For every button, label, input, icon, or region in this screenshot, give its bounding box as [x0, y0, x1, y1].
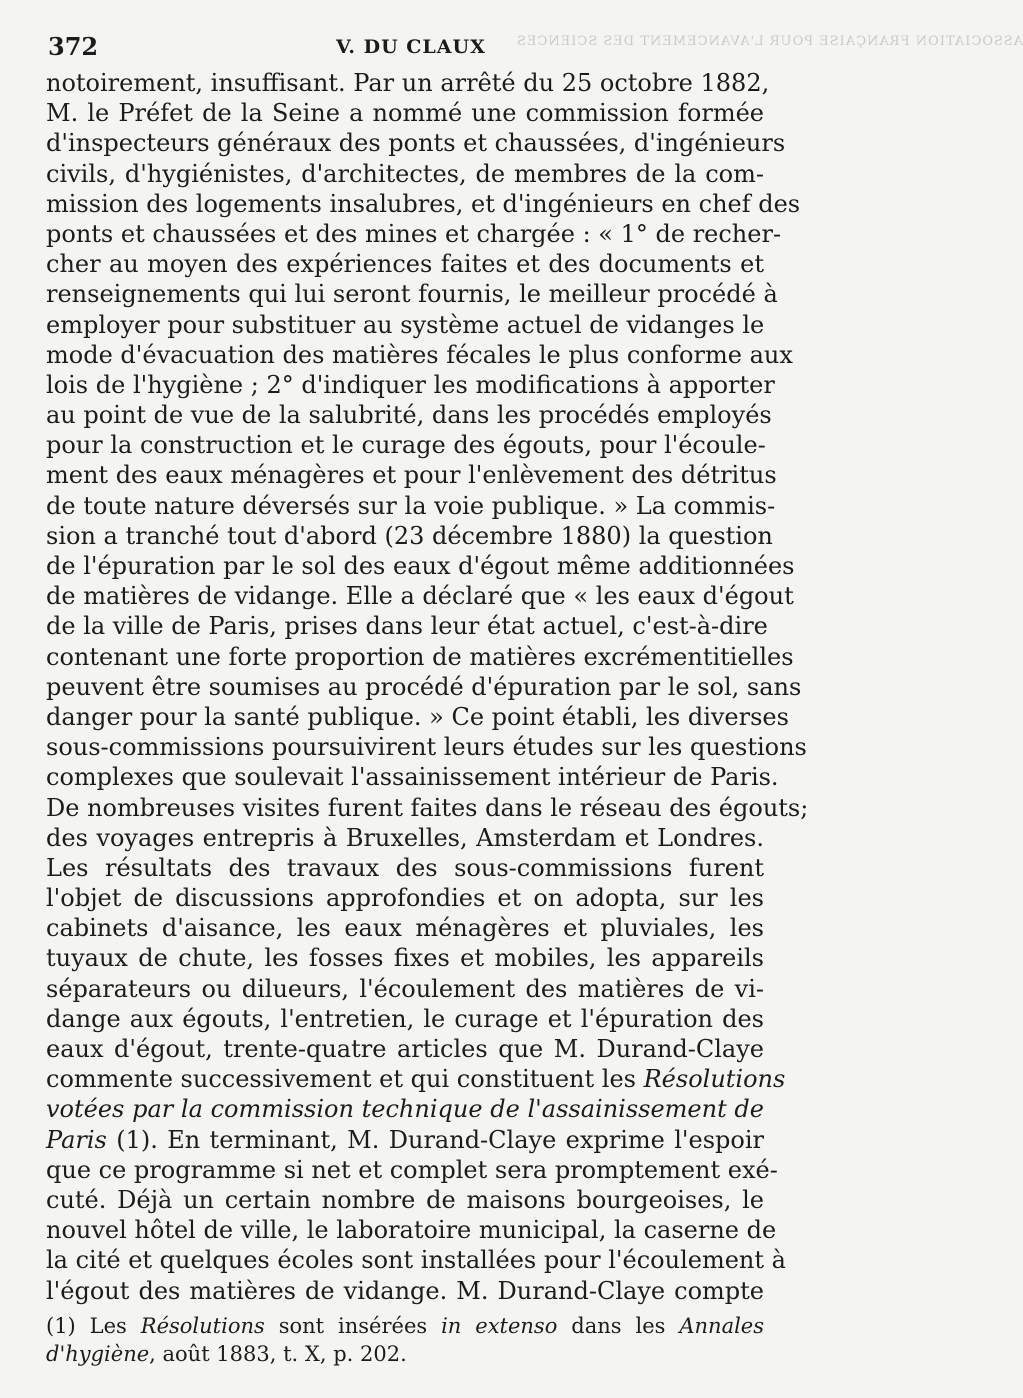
text-segment: (1). En terminant, M. Durand-Claye exprime l'espoir	[106, 1125, 764, 1154]
text-line	[46, 1004, 764, 1034]
text-segment: (1) Les	[46, 1313, 141, 1338]
text-line	[46, 189, 801, 219]
text-line	[46, 68, 770, 98]
text-segment: renseignements qui lui seront fournis, le meilleur procédé à	[46, 280, 778, 309]
page-number: 372	[48, 32, 99, 61]
text-segment: notoirement, insuffisant. Par un arrêté du 25 octobre 1882,	[46, 69, 770, 97]
text-segment: cher au moyen des expériences faites et des documents et	[46, 250, 764, 279]
text-line	[46, 491, 776, 521]
text-segment: eaux d'égout, trente-quatre articles que M. Durand-Claye	[46, 1035, 764, 1063]
text-line	[46, 1215, 777, 1245]
text-segment: l'égout des matières de vidange. M. Durand-Claye compte	[46, 1276, 764, 1305]
text-segment: commente successivement et qui constituent les	[46, 1065, 644, 1094]
text-line	[46, 1155, 778, 1185]
text-segment: que ce programme si net et complet sera promptement exé-	[46, 1155, 778, 1184]
text-line	[46, 1064, 786, 1094]
text-segment: employer pour substituer au système actuel de vidanges le	[46, 310, 765, 339]
text-segment: contenant une forte proportion de matières excrémentitielles	[46, 642, 794, 671]
text-line	[46, 1125, 764, 1155]
body-text	[46, 68, 809, 1306]
text-segment: au point de vue de la salubrité, dans les procédés employés	[46, 401, 772, 430]
text-line	[46, 793, 809, 823]
italic-text: in extenso	[441, 1313, 558, 1338]
text-line	[46, 883, 764, 913]
italic-text: Paris	[46, 1125, 107, 1154]
text-segment: cabinets d'aisance, les eaux ménagères et pluviales, les	[46, 914, 764, 943]
text-segment: pour la construction et le curage des égouts, pour l'écoule-	[46, 431, 766, 460]
text-segment: de la ville de Paris, prises dans leur état actuel, c'est-à-dire	[46, 612, 768, 641]
bleed-through-text: ASSOCIATION FRANÇAISE POUR L'AVANCEMENT DES SCIENCES	[516, 34, 1023, 49]
text-segment: ment des eaux ménagères et pour l'enlèvement des détritus	[46, 461, 777, 490]
italic-text: d'hygiène	[46, 1341, 150, 1366]
text-line	[46, 98, 764, 128]
text-segment: dans les	[557, 1313, 680, 1338]
text-segment: M. le Préfet de la Seine a nommé une commission formée	[46, 99, 764, 128]
text-segment: tuyaux de chute, les fosses fixes et mobiles, les appareils	[46, 944, 764, 973]
text-segment: lois de l'hygiène ; 2° d'indiquer les modifications à apporter	[46, 370, 775, 399]
text-line	[46, 943, 764, 973]
text-segment: ponts et chaussées et des mines et chargée : « 1° de recher-	[46, 219, 782, 248]
text-segment: civils, d'hygiénistes, d'architectes, de membres de la com-	[46, 159, 764, 188]
text-line	[46, 642, 794, 672]
text-segment: la cité et quelques écoles sont installées pour l'écoulement à	[46, 1246, 786, 1275]
text-segment: des voyages entrepris à Bruxelles, Amsterdam et Londres.	[46, 823, 764, 852]
text-segment: de matières de vidange. Elle a déclaré que « les eaux d'égout	[46, 582, 794, 611]
text-segment: danger pour la santé publique. » Ce point établi, les diverses	[46, 702, 789, 731]
text-line	[46, 340, 793, 370]
text-segment: cuté. Déjà un certain nombre de maisons bourgeoises, le	[46, 1185, 764, 1214]
text-line	[46, 460, 777, 490]
text-segment: mission des logements insalubres, et d'ingénieurs en chef des	[46, 189, 801, 218]
page-header	[46, 28, 1023, 68]
text-segment: l'objet de discussions approfondies et on adopta, sur les	[46, 884, 764, 913]
italic-text: votées par la commission technique de l'assainissement de	[46, 1095, 764, 1124]
text-line	[46, 732, 807, 762]
text-line	[46, 702, 789, 732]
text-segment: Les résultats des travaux des sous-commissions furent	[46, 853, 764, 882]
text-segment: séparateurs ou dilueurs, l'écoulement des matières de vi-	[46, 974, 764, 1003]
text-segment: dange aux égouts, l'entretien, le curage et l'épuration des	[46, 1004, 764, 1033]
text-line	[46, 1245, 786, 1275]
text-segment: De nombreuses visites furent faites dans le réseau des égouts;	[46, 793, 809, 822]
text-segment: , août 1883, t. X, p. 202.	[149, 1341, 407, 1366]
text-line	[46, 249, 764, 279]
italic-text: Annales	[679, 1313, 765, 1338]
text-segment: de l'épuration par le sol des eaux d'égout même additionnées	[46, 552, 795, 580]
text-segment: de toute nature déversés sur la voie publique. » La commis-	[46, 491, 776, 520]
text-line	[46, 400, 772, 430]
text-line	[46, 1185, 764, 1215]
text-segment: sous-commissions poursuivirent leurs études sur les questions	[46, 733, 807, 762]
text-line	[46, 310, 764, 340]
text-line	[46, 128, 786, 158]
text-segment: nouvel hôtel de ville, le laboratoire municipal, la caserne de	[46, 1216, 777, 1245]
italic-text: Résolutions	[140, 1313, 265, 1338]
text-line	[46, 974, 764, 1004]
italic-text: Résolutions	[643, 1065, 786, 1094]
text-line	[46, 913, 764, 943]
text-segment: sont insérées	[264, 1313, 442, 1338]
text-line	[46, 219, 782, 249]
text-line	[46, 370, 775, 400]
text-line	[46, 1094, 764, 1124]
text-line	[46, 762, 779, 792]
text-line	[46, 279, 778, 309]
text-line	[46, 521, 773, 551]
text-line	[46, 430, 764, 460]
footnote	[46, 1312, 764, 1368]
text-line	[46, 611, 768, 641]
text-segment: sion a tranché tout d'abord (23 décembre 1880) la question	[46, 521, 773, 550]
footnote-line	[46, 1312, 764, 1340]
text-segment: d'inspecteurs généraux des ponts et chaussées, d'ingénieurs	[46, 129, 786, 158]
text-line	[46, 159, 764, 189]
text-line	[46, 853, 764, 883]
text-line	[46, 672, 802, 702]
text-line	[46, 823, 764, 853]
footnote-line	[46, 1340, 764, 1368]
text-line	[46, 581, 794, 611]
text-line	[46, 551, 795, 581]
text-line	[46, 1276, 764, 1306]
text-segment: complexes que soulevait l'assainissement intérieur de Paris.	[46, 763, 779, 792]
running-head: V. DU CLAUX	[336, 36, 486, 58]
text-line	[46, 1034, 764, 1064]
text-segment: peuvent être soumises au procédé d'épuration par le sol, sans	[46, 672, 802, 701]
text-segment: mode d'évacuation des matières fécales le plus conforme aux	[46, 340, 793, 369]
